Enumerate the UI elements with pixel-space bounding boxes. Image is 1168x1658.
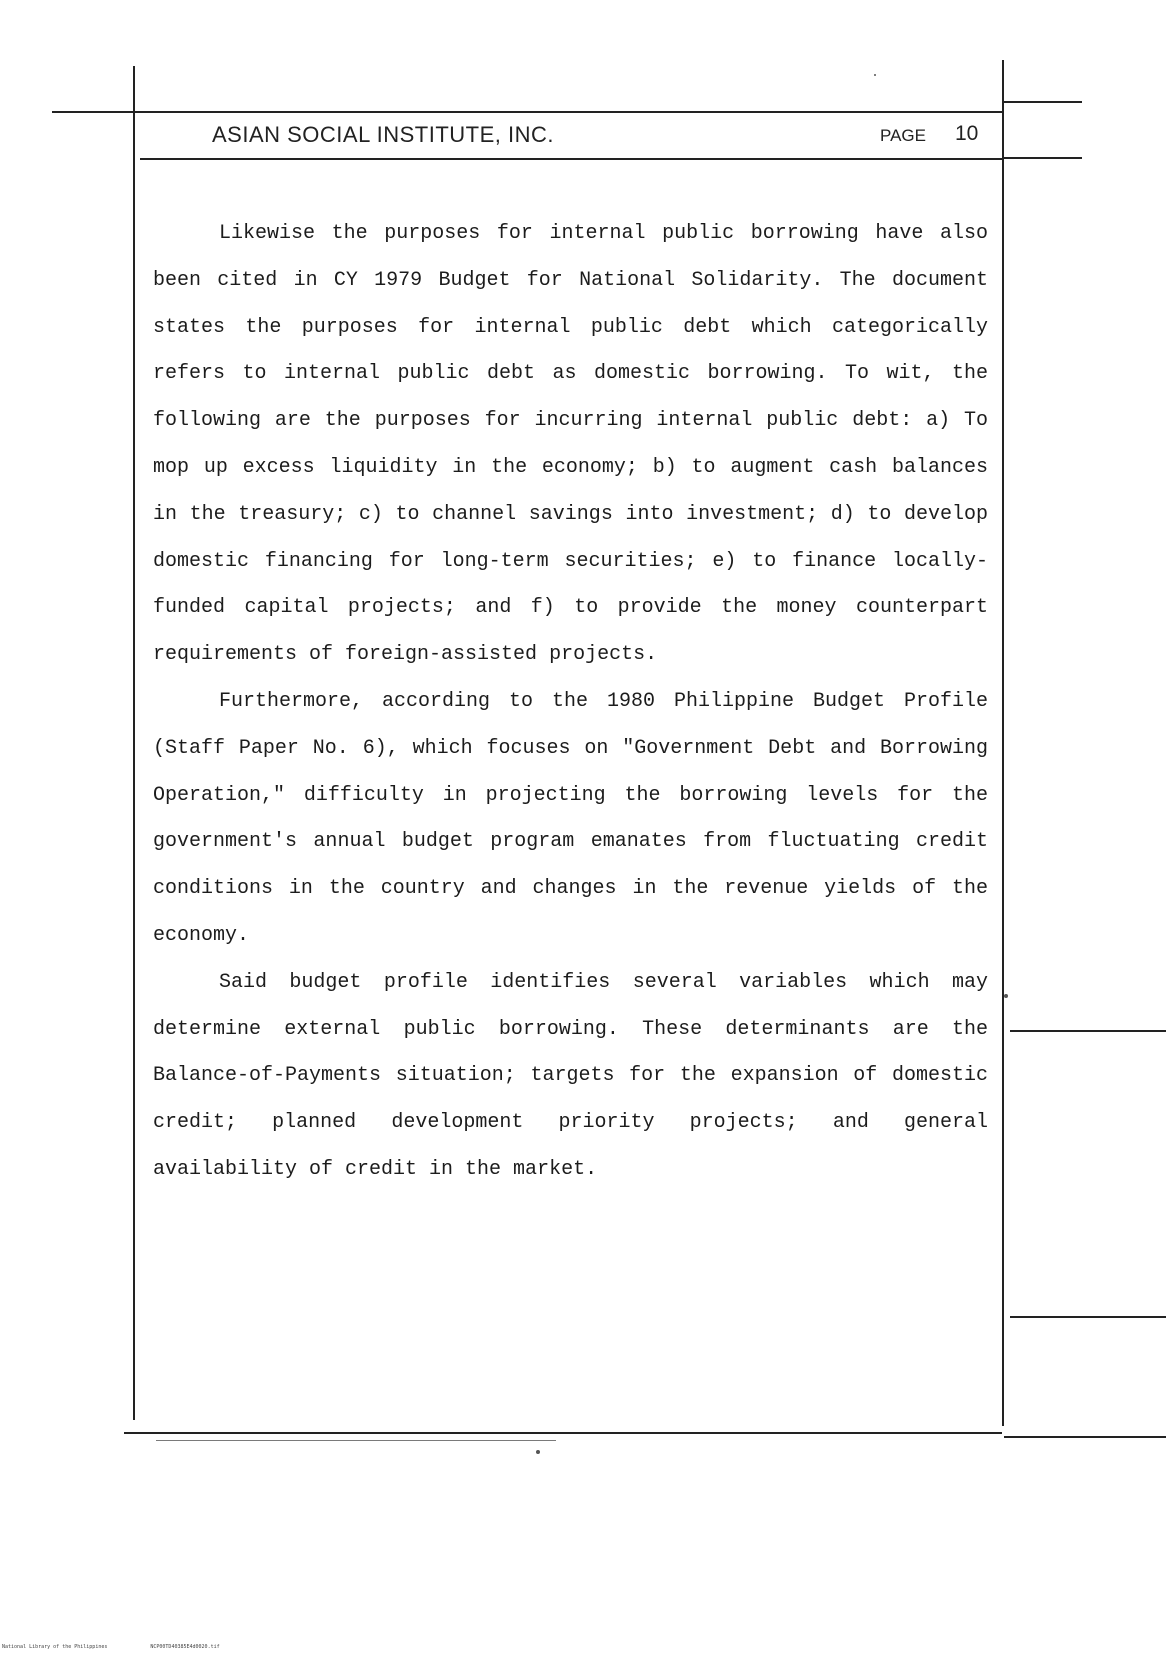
- margin-rule-right-1: [1010, 1030, 1166, 1032]
- page-label: PAGE: [880, 126, 926, 145]
- scan-speck: [874, 74, 876, 76]
- header-top-rule-right: [1004, 101, 1082, 103]
- footer-rule-right: [1004, 1436, 1166, 1438]
- scan-footer: [2, 1644, 220, 1650]
- scan-speck: [1004, 994, 1008, 998]
- frame-left-line: [133, 66, 135, 1420]
- paragraph-external-borrowing-determinants: Said budget profile identifies several variables which may determine external public borrowing. These determinants are the Balance-of-Payments situation; targets for the expansion of domestic credit; planned development priority projects; and general availability of credit in the market.: [153, 970, 988, 1181]
- paragraph-budget-profile: Furthermore, according to the 1980 Philippine Budget Profile (Staff Paper No. 6), which focuses on "Government Debt and Borrowing Operation," difficulty in projecting the borrowing levels for the government's annual budget program emanates from fluctuating credit conditions in the country and changes in the revenue yields of the economy.: [153, 689, 988, 947]
- header-top-rule: [52, 111, 1002, 113]
- footer-rule-short: [156, 1440, 556, 1441]
- page-header: [212, 118, 992, 158]
- scan-library-name: National Library of the Philippines: [2, 1644, 108, 1650]
- page-number: 10: [955, 122, 979, 145]
- frame-right-line: [1002, 60, 1004, 1426]
- scan-speck: [536, 1450, 540, 1454]
- margin-rule-right-2: [1010, 1316, 1166, 1318]
- header-bottom-rule-right: [1004, 157, 1082, 159]
- paragraph-internal-borrowing-purposes: Likewise the purposes for internal public borrowing have also been cited in CY 1979 Budget for National Solidarity. The document states the purposes for internal public debt which categorically refers to internal public debt as domestic borrowing. To wit, the following are the purposes for incurring internal public debt: a) To mop up excess liquidity in the economy; b) to augment cash balances in the treasury; c) to channel savings into investment; d) to develop domestic financing for long-term securities; e) to finance locally-funded capital projects; and f) to provide the money counterpart requirements of foreign-assisted projects.: [153, 222, 988, 667]
- document-body: [153, 211, 988, 1194]
- header-bottom-rule: [140, 158, 1002, 160]
- organization-name: ASIAN SOCIAL INSTITUTE, INC.: [212, 122, 555, 147]
- footer-rule: [124, 1432, 1002, 1434]
- scan-file-id: NCP00TD40385E4d0020.tif: [150, 1644, 220, 1650]
